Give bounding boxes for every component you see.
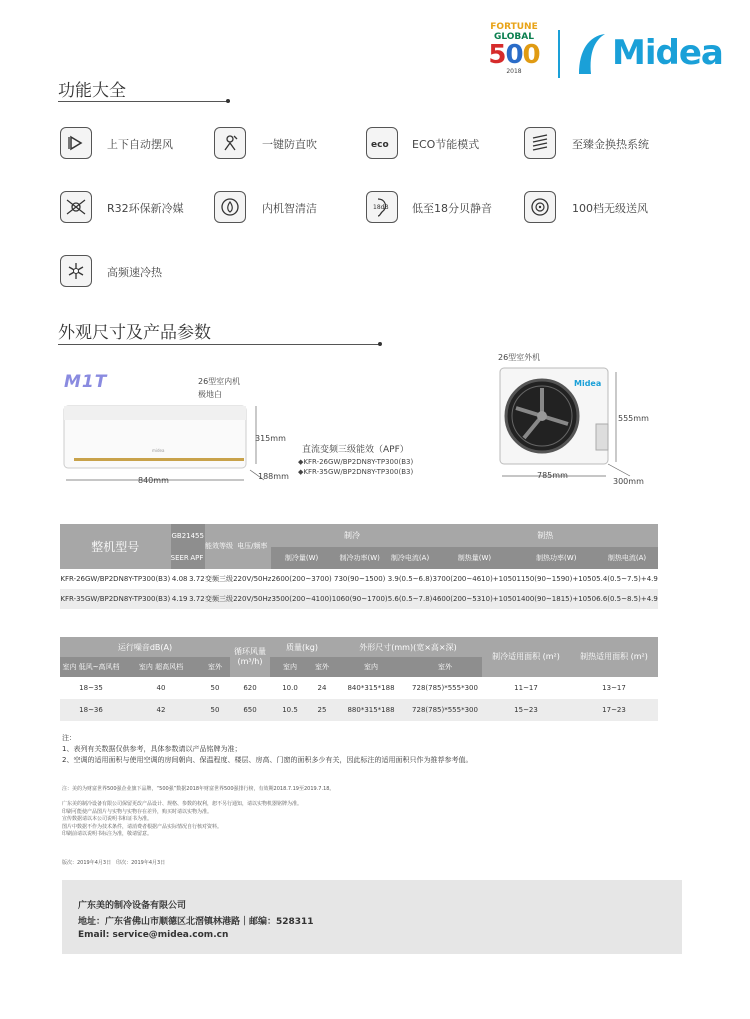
feature-label-eco: ECO节能模式: [412, 138, 480, 151]
th-flow: 循环风量 (m³/h): [230, 637, 270, 677]
fine-print-1: 注：美的为财富世界500强企业旗下品牌，“500强”数据2018年财富世界500强排行榜，有效期2018.7.19至2019.7.18。: [62, 786, 335, 792]
svg-text:eco: eco: [371, 140, 389, 150]
feature-label-anti-blow: 一键防直吹: [262, 138, 317, 151]
th-mass-in: 室内: [270, 657, 310, 677]
features-title: 功能大全: [58, 81, 126, 101]
footer-email[interactable]: Email: service@midea.com.cn: [78, 930, 229, 940]
spec-table-physical: [60, 637, 658, 721]
feature-label-quiet: 低至18分贝静音: [412, 202, 492, 215]
cell: 50: [210, 684, 220, 692]
feature-label-fast-cool-heat: 高频速冷热: [107, 266, 162, 279]
cell: 3500(200~4100): [271, 595, 332, 603]
footer-company: 广东美的制冷设备有限公司: [78, 901, 187, 911]
fine-print-block: [62, 801, 682, 839]
cell: 11~17: [514, 684, 538, 692]
cell: 变频三级: [204, 575, 233, 583]
th-level: 能效等级: [205, 524, 233, 569]
cell: 17~23: [602, 706, 626, 714]
table-row: [60, 677, 658, 699]
th-noise-in-low: 室内 低风~高风档: [60, 657, 122, 677]
indoor-depth: 188mm: [258, 472, 289, 481]
cell: 6.6(0.5~8.5)+4.9: [596, 595, 658, 603]
th-apf: APF: [189, 547, 205, 569]
swing-icon: [60, 127, 92, 159]
note-item: 2、空调的适用面积与使用空调的房间朝向、保温程度、楼层、房高、门窗的面积多少有关，因此标注的适用面积只作为推荐参考值。: [62, 756, 473, 764]
table-row: [60, 589, 658, 609]
cell: 1150(90~1590)+1050: [516, 575, 597, 583]
midea-brand-logo: Midea: [612, 33, 723, 73]
cell: 18~35: [79, 684, 103, 692]
th-cool-pow: 制冷功率(W): [332, 547, 388, 569]
cell: 15~23: [514, 706, 538, 714]
th-cool-cur: 制冷电流(A): [388, 547, 433, 569]
cell: 10.0: [282, 684, 298, 692]
th-cool: 制冷: [271, 524, 432, 547]
footer-panel: [62, 880, 682, 954]
table-row: [60, 569, 658, 589]
midea-swoosh-icon: [575, 30, 613, 80]
feature-label-self-clean: 内机智清洁: [262, 202, 317, 215]
quiet-icon: [366, 191, 398, 223]
cell: 5.6(0.5~7.8): [387, 595, 433, 603]
cell: 730(90~1500): [333, 575, 386, 583]
fan-speed-icon: [524, 191, 556, 223]
cell: 5.4(0.5~7.5)+4.9: [596, 575, 658, 583]
cell: KFR-35GW/BP2DN8Y-TP300(B3): [60, 595, 171, 603]
fast-cool-heat-icon: [60, 255, 92, 287]
outdoor-depth: 300mm: [613, 477, 644, 486]
note-item: 1、表列有关数据仅供参考，具体参数请以产品铭牌为准；: [62, 745, 242, 753]
features-title-rule: [58, 101, 230, 102]
cell: 840*315*188: [347, 684, 395, 692]
indoor-unit-type: 26型室内机: [198, 377, 241, 386]
refrigerant-icon: [60, 191, 92, 223]
outdoor-unit-label: 26型室外机: [498, 353, 541, 362]
svg-text:Midea: Midea: [574, 379, 602, 388]
feature-label-fan-speed: 100档无级送风: [572, 202, 648, 215]
cell: 3.72: [189, 595, 205, 603]
cell: 3.9(0.5~6.8): [387, 575, 433, 583]
footer-address: 地址：广东省佛山市顺德区北滘镇林港路｜邮编：528311: [78, 917, 314, 927]
cell: 880*315*188: [347, 706, 395, 714]
feature-label-swing: 上下自动摆风: [107, 138, 173, 151]
cell: 4600(200~5310)+1050: [432, 595, 517, 603]
th-cool-cap: 制冷量(W): [271, 547, 331, 569]
fine-line: 宣传数据请以本公司说明书和证书为准。: [62, 816, 153, 822]
fine-line: 印刷可能使产品图片与实物与实物存在差异，购买时请以实物为准。: [62, 808, 213, 815]
heat-exchanger-icon: [524, 127, 556, 159]
svg-text:midea: midea: [152, 448, 165, 453]
th-mass-out: 室外: [310, 657, 334, 677]
cell: 728(785)*555*300: [412, 706, 478, 714]
indoor-height: 315mm: [255, 434, 286, 443]
th-size: 外形尺寸(mm)(宽×高×深): [334, 637, 482, 657]
cell: 728(785)*555*300: [412, 684, 478, 692]
table-row: [60, 699, 658, 721]
th-heat-cap: 制热量(W): [432, 547, 516, 569]
notes-title: 注：: [62, 734, 76, 742]
indoor-unit-color: 极地白: [198, 390, 222, 399]
th-heat: 制热: [432, 524, 658, 547]
th-model: 整机型号: [60, 524, 171, 569]
print-date: 版次：2019年4月3日 印次：2019年4月3日: [62, 860, 166, 866]
cell: 1400(90~1815)+1050: [516, 595, 597, 603]
th-noise-in-super: 室内 超高风档: [122, 657, 200, 677]
cell: 42: [156, 706, 166, 714]
outdoor-width: 785mm: [537, 471, 568, 480]
fortune-line3: 500: [488, 40, 540, 70]
th-heat-area: 制热适用面积 (m²): [570, 637, 658, 677]
energy-title: 直流变频三级能效（APF）: [302, 445, 409, 455]
cell: 40: [156, 684, 166, 692]
cell: 220V/50Hz: [233, 575, 272, 583]
dimensions-title-rule: [58, 344, 380, 345]
th-noise: 运行噪音dB(A): [60, 637, 230, 657]
outdoor-unit-image: [494, 364, 734, 492]
indoor-width: 840mm: [138, 476, 169, 485]
cell: 220V/50Hz: [233, 595, 272, 603]
model-line-2: ◆KFR-35GW/BP2DN8Y-TP300(B3): [298, 468, 414, 476]
dimensions-title: 外观尺寸及产品参数: [58, 323, 211, 343]
cell: 13~17: [602, 684, 626, 692]
fortune-line2: GLOBAL: [493, 32, 534, 42]
th-heat-pow: 制热功率(W): [516, 547, 596, 569]
cell: 3.72: [189, 575, 205, 583]
cell: 24: [317, 684, 327, 692]
th-size-out: 室外: [408, 657, 482, 677]
fortune-line1: FORTUNE: [490, 22, 538, 32]
th-power: 电压/频率: [233, 524, 271, 569]
quiet-icon-text: 18dB: [373, 204, 389, 211]
indoor-unit-label: [198, 376, 240, 400]
notes-block: [62, 733, 682, 766]
th-heat-cur: 制热电流(A): [596, 547, 658, 569]
th-cool-area: 制冷适用面积 (m²): [482, 637, 570, 677]
cell: KFR-26GW/BP2DN8Y-TP300(B3): [60, 575, 171, 583]
outdoor-height: 555mm: [618, 414, 649, 423]
eco-icon: [366, 127, 398, 159]
dimensions-title-rule-dot: [378, 342, 382, 346]
feature-label-heat-exchanger: 至臻金换热系统: [572, 138, 649, 151]
cell: 620: [243, 684, 257, 692]
self-clean-icon: [214, 191, 246, 223]
th-gb: GB21455: [171, 524, 205, 547]
fortune-year: 2018: [506, 68, 522, 75]
cell: 1060(90~1700): [331, 595, 388, 603]
th-size-in: 室内: [334, 657, 408, 677]
spec-table-performance: [60, 524, 658, 609]
cell: 18~36: [79, 706, 103, 714]
fine-line: 图片中数据不作为技术条件，请消费者根据产品实际情况自行核对资料。: [62, 823, 223, 830]
fortune-global-500-logo: [485, 22, 543, 82]
cell: 3700(200~4610)+1050: [432, 575, 517, 583]
cell: 变频三级: [204, 595, 233, 603]
anti-blow-icon: [214, 127, 246, 159]
feature-label-refrigerant: R32环保新冷媒: [107, 202, 184, 215]
features-title-rule-dot: [226, 99, 230, 103]
cell: 4.08: [171, 575, 188, 583]
th-seer: SEER: [171, 547, 189, 569]
cell: 50: [210, 706, 220, 714]
fine-line: 印刷前请以说明书标注为准，敬请留意。: [62, 831, 153, 837]
m1t-badge: M1T: [64, 372, 108, 392]
th-mass: 质量(kg): [270, 637, 334, 657]
cell: 4.19: [171, 595, 188, 603]
cell: 2600(200~3700): [271, 575, 332, 583]
cell: 650: [243, 706, 257, 714]
logo-divider: [558, 30, 560, 78]
th-noise-out: 室外: [200, 657, 230, 677]
cell: 10.5: [282, 706, 298, 714]
fine-line: 广东美的制冷设备有限公司保留更改产品设计、规格、参数的权利，恕不另行通知，请以实物机器铭牌为准。: [62, 801, 303, 807]
cell: 25: [317, 706, 327, 714]
model-line-1: ◆KFR-26GW/BP2DN8Y-TP300(B3): [298, 458, 414, 466]
